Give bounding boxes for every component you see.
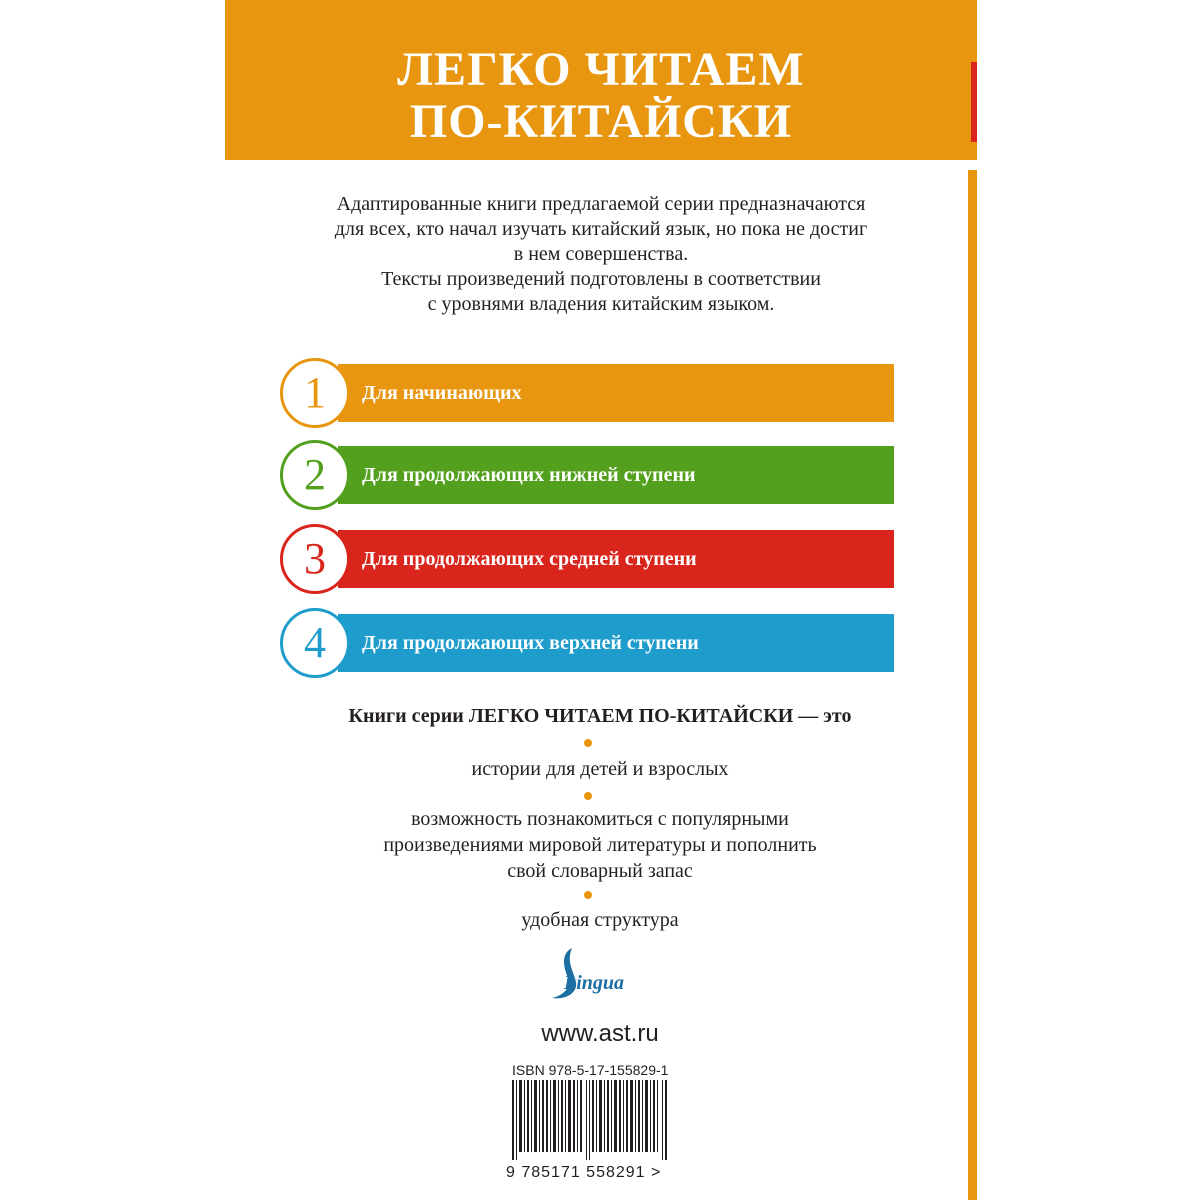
series-title-line1: ЛЕГКО ЧИТАЕМ [397, 43, 805, 96]
level-3-badge: 3 [280, 524, 350, 594]
barcode-icon [512, 1080, 670, 1160]
bullet-dot-icon [584, 891, 592, 899]
level-4-label: Для продолжающих верхней ступени [362, 632, 699, 654]
intro-line: для всех, кто начал изучать китайский язык, но пока не достиг [334, 218, 868, 240]
level-3-row [280, 524, 894, 594]
level-4-badge: 4 [280, 608, 350, 678]
intro-line: в нем совершенства. [513, 243, 689, 265]
series-title [225, 44, 977, 148]
level-2-badge: 2 [280, 440, 350, 510]
series-title-line2: ПО-КИТАЙСКИ [409, 95, 793, 148]
feature-line: свой словарный запас [507, 860, 693, 882]
feature-line: возможность познакомиться с популярными [411, 808, 789, 830]
feature-structure: удобная структура [521, 909, 679, 931]
lingua-logo-text: Lingua [564, 972, 625, 994]
intro-paragraph [225, 192, 977, 317]
series-statement [0, 705, 1200, 728]
level-4-row [280, 608, 894, 678]
intro-line: с уровнями владения китайским языком. [427, 293, 775, 315]
level-2-row [280, 440, 894, 510]
isbn-number: ISBN 978-5-17-155829-1 [512, 1062, 669, 1078]
series-name: ЛЕГКО ЧИТАЕМ ПО-КИТАЙСКИ [468, 705, 794, 727]
series-prefix: Книги серии [348, 705, 469, 727]
level-1-badge: 1 [280, 358, 350, 428]
level-1-row [280, 358, 894, 428]
intro-line: Адаптированные книги предлагаемой серии предназначаются [336, 193, 866, 215]
feature-vocabulary [0, 806, 1200, 884]
publisher-url: www.ast.ru [541, 1020, 659, 1047]
feature-stories: истории для детей и взрослых [471, 758, 729, 780]
level-1-label: Для начинающих [362, 382, 522, 404]
bullet-dot-icon [584, 739, 592, 747]
barcode-digits: 9 785171 558291 > [506, 1164, 662, 1181]
intro-line: Тексты произведений подготовлены в соответствии [381, 268, 821, 290]
lingua-logo [544, 944, 644, 1004]
red-tab-accent [971, 62, 977, 142]
title-banner [225, 0, 977, 160]
level-2-label: Для продолжающих нижней ступени [362, 464, 696, 486]
feature-line: произведениями мировой литературы и пополнить [383, 834, 817, 856]
level-3-label: Для продолжающих средней ступени [362, 548, 697, 570]
bullet-dot-icon [584, 792, 592, 800]
series-suffix: — это [793, 705, 852, 727]
